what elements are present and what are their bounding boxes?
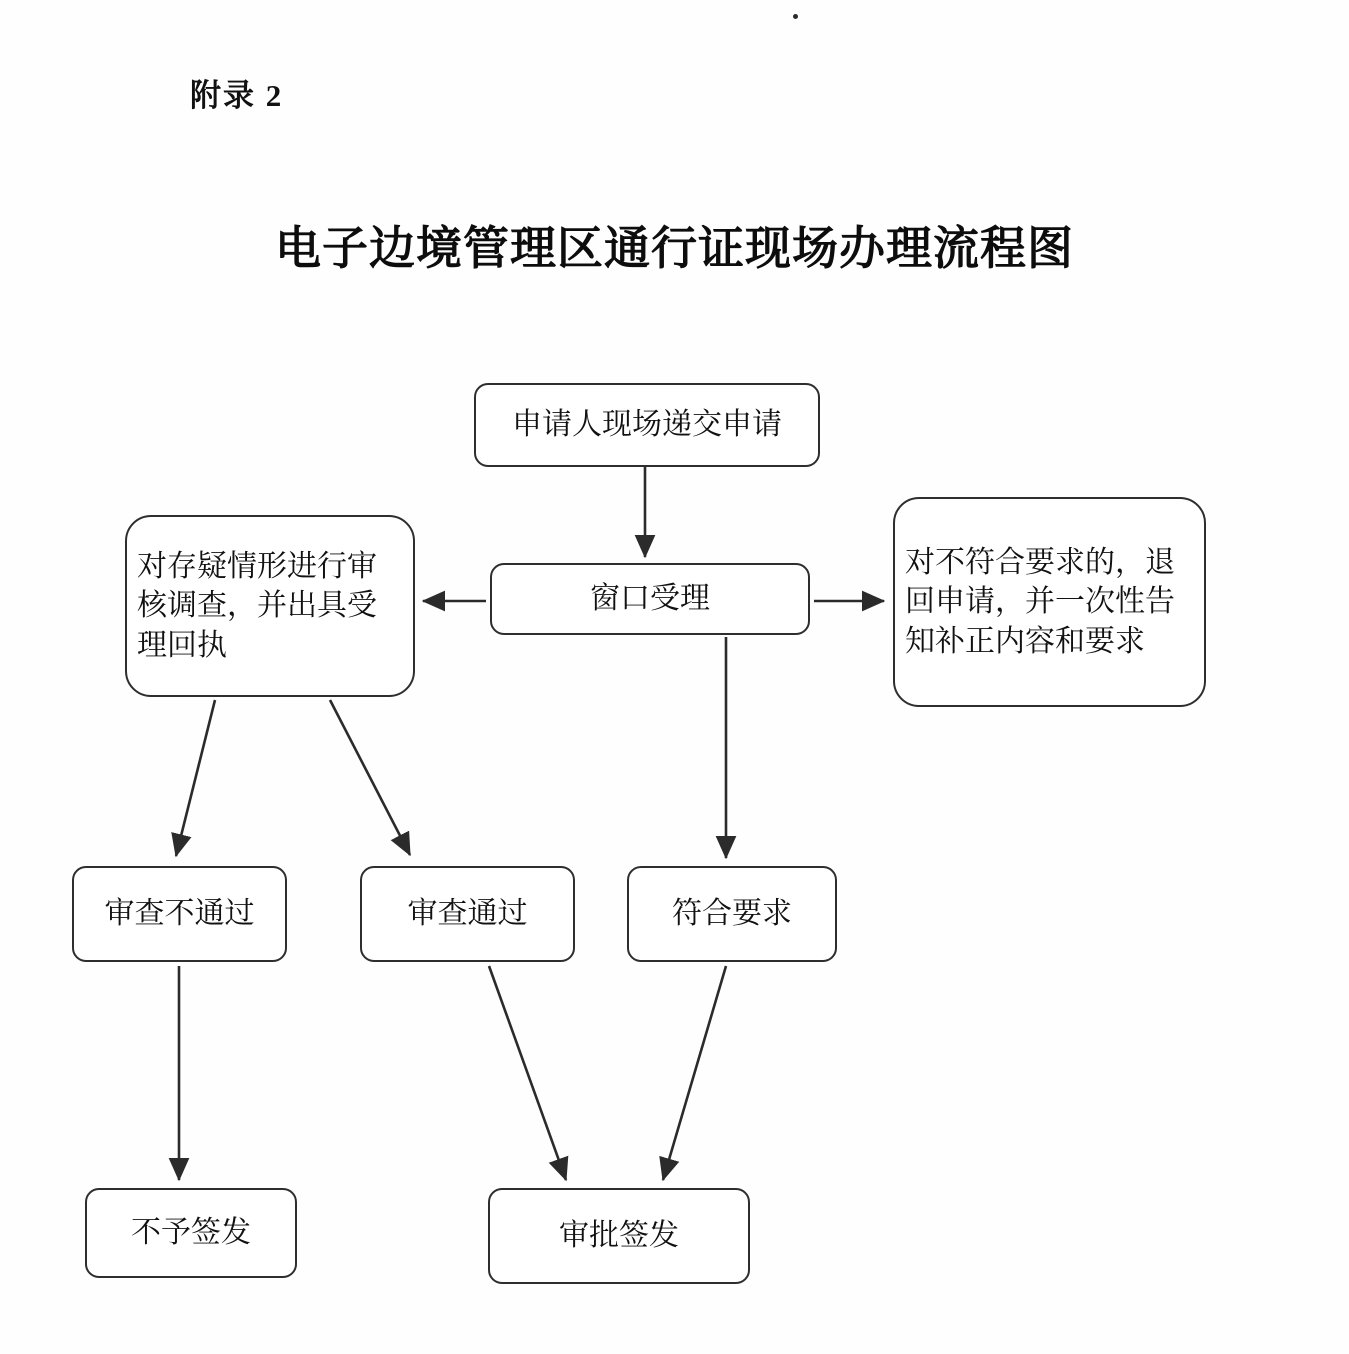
flow-node-approve-label: 审批签发 xyxy=(559,1218,679,1254)
flow-node-reject xyxy=(85,1188,297,1278)
flow-node-review-label: 对存疑情形进行审核调查，并出具受理回执 xyxy=(137,548,377,663)
flow-node-review-passed xyxy=(360,866,575,962)
flow-node-return-label: 对不符合要求的，退回申请，并一次性告知补正内容和要求 xyxy=(905,544,1175,659)
flow-node-review-failed-label: 审查不通过 xyxy=(104,896,255,932)
flow-node-window-label: 窗口受理 xyxy=(590,581,710,617)
flow-node-return xyxy=(893,497,1206,707)
flow-node-approve xyxy=(488,1188,750,1284)
flow-node-window xyxy=(490,563,810,635)
flow-node-submit xyxy=(474,383,820,467)
flow-node-conform-label: 符合要求 xyxy=(672,896,792,932)
flow-node-review-failed xyxy=(72,866,287,962)
page-title: 电子边境管理区通行证现场办理流程图 xyxy=(275,223,1074,274)
flow-node-conform xyxy=(627,866,837,962)
appendix-label: 附录 2 xyxy=(190,78,284,113)
flow-node-reject-label: 不予签发 xyxy=(131,1215,251,1251)
flow-node-review-passed-label: 审查通过 xyxy=(407,896,528,932)
flow-node-submit-label: 申请人现场递交申请 xyxy=(512,407,782,443)
flow-node-review xyxy=(125,515,415,697)
